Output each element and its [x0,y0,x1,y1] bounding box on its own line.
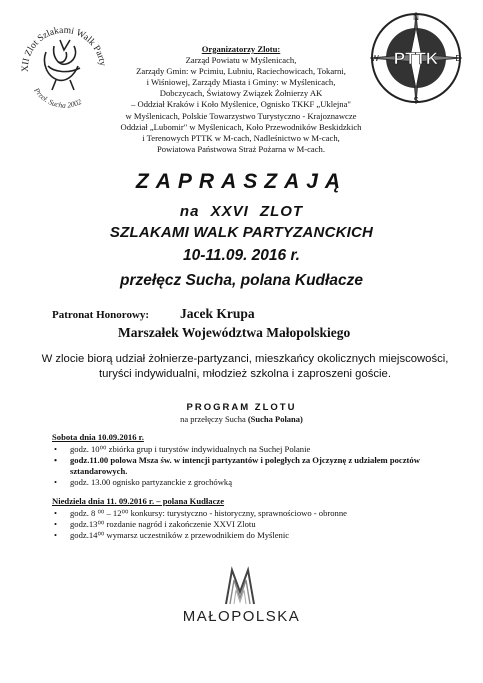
organizers-line: w Myślenicach, Polskie Towarzystwo Turystyczno - Krajoznawcze [125,110,357,121]
organizers-line: Zarząd Powiatu w Myślenicach, [185,55,297,66]
list-item: • godz. 13.00 ognisko partyzanckie z grochówką [54,476,233,487]
compass-icon [366,8,466,108]
malopolska-brand-text: MAŁOPOLSKA [182,608,301,625]
malopolska-logo [218,566,262,606]
patron-name: Jacek Krupa [180,306,255,321]
list-item: • godz. 10⁰⁰ zbiórka grup i turystów indywidualnych na Suchej Polanie [54,444,311,454]
day2-schedule [52,508,442,541]
emblem-ring-text-top: XII Zlot Szlakami Walk Party [20,25,108,73]
organizers-line: i Wiśniowej, Zarządy Miasta i Gminy: w Myślenicach, [146,77,336,88]
pttk-logo [366,8,466,108]
day2-heading: Niedziela dnia 11. 09.2016 r. – polana Kudłacze [52,496,225,506]
event-date: 10-11.09. 2016 r. [183,247,300,264]
list-item: • godz.11.00 polowa Msza św. w intencji partyzantów i poległych za Ojczyznę z udziałem pocztów sztandarowych. [54,454,420,476]
organizers-line: Oddział „Lubomir" w Myślenicach, Koło Przewodników Beskidzkich [120,121,362,132]
compass-e: E [455,54,461,63]
bullet-icon: • [54,518,58,529]
program-title: PROGRAM ZLOTU [186,402,297,413]
bullet-icon: • [54,444,58,454]
organizers-line: i Terenowych PTTK w M-cach, Nadleśnictwo w M-cach, [142,132,340,143]
compass-w: W [371,54,379,63]
program-subtitle [0,414,483,424]
zlot-emblem-icon [8,6,120,118]
bullet-icon: • [54,529,58,540]
pttk-initials: PTTK [393,49,439,68]
organizers-title: Organizatorzy Zlotu: [201,44,281,54]
event-number: na XXVI ZLOT [179,203,304,220]
event-location: przełęcz Sucha, polana Kudłacze [120,272,363,289]
svg-text:Przeł. Sucha 2002 [32,85,83,110]
compass-n: N [413,13,419,22]
bullet-icon: • [54,508,58,518]
malopolska-mark-icon [218,566,262,606]
patron-label: Patronat Honorowy: [52,309,150,321]
emblem-ring-text-bottom: Przeł. Sucha 2002 [32,86,83,110]
list-item: • godz.14⁰⁰ wymarsz uczestników z przewodnikiem do Myślenic [54,529,290,540]
program-subtitle-place: (Sucha Polana) [247,414,303,424]
day1-heading: Sobota dnia 10.09.2016 r. [52,432,144,442]
day1-schedule [52,444,442,488]
patron-title: Marszałek Województwa Małopolskiego [118,325,351,340]
organizers-block [110,44,372,155]
event-name: SZLAKAMI WALK PARTYZANCKICH [109,224,374,241]
zlot-emblem-logo [8,6,120,118]
organizers-line: Powiatowa Państwowa Straż Pożarna w M-cach. [156,143,325,154]
bullet-icon: • [54,476,58,487]
compass-s: S [413,96,419,105]
participants-info: W zlocie biorą udział żołnierze-partyzanci, mieszkańcy okolicznych miejscowości, turyści indywidualni, młodzież szkolna i zaproszeni goście. [41,353,449,380]
list-item: • godz.13⁰⁰ rozdanie nagród i zakończenie XXVI Zlotu [54,518,256,529]
invite-heading: ZAPRASZAJĄ [135,170,348,193]
bullet-icon: • [54,454,58,465]
list-item: • godz. 8 ⁰⁰ – 12⁰⁰ konkursy: turystyczno - historyczny, sprawnościowo - obronne [54,508,347,518]
organizers-line: – Oddział Kraków i Koło Myślenice, Ognisko TKKF „Uklejna" [131,99,351,110]
program-subtitle-prefix: na przełęczy Sucha [180,414,248,424]
organizers-line: Dobczycach, Światowy Związek Żołnierzy AK [159,88,323,99]
organizers-line: Zarządy Gmin: w Pcimiu, Lubniu, Raciechowicach, Tokarni, [136,66,346,77]
